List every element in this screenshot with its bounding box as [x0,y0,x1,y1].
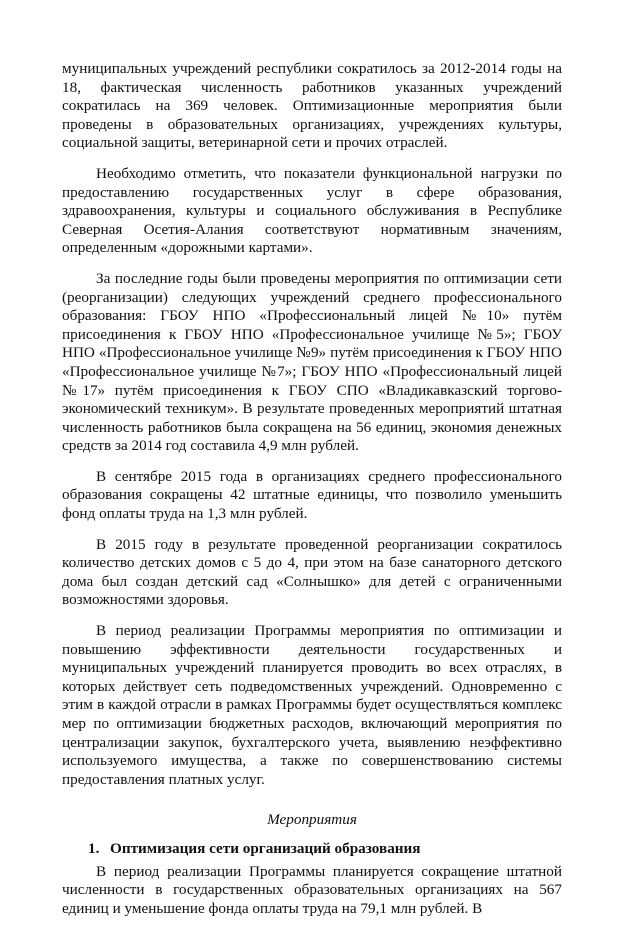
paragraph-september-2015: В сентябре 2015 года в организациях среднего профессионального образования сокращены 42 штатные единицы, что позволило уменьшить фонд оплаты труда на 1,3 млн рублей. [62,467,562,523]
paragraph-continuation: муниципальных учреждений республики сократилось за 2012-2014 годы на 18, фактическая численность работников указанных учреждений сократилась на 369 человек. Оптимизационные мероприятия были проведены в образовательных организациях, учреждениях культуры, социальной защиты, ветеринарной сети и прочих отраслей. [62,60,562,152]
section-heading [62,840,562,859]
section-number: 1. [88,839,100,857]
section-subtitle: Мероприятия [267,811,357,829]
paragraph-staff-reduction: В период реализации Программы планируется сокращение штатной численности в государственных образовательных организациях на 567 единиц и уменьшение фонда оплаты труда на 79,1 млн рублей. В [62,862,562,917]
paragraph-program-measures: В период реализации Программы мероприятия по оптимизации и повышению эффективности деятельности государственных и муниципальных учреждений планируется проводить во всех отраслях, в которых действует сеть подведомственных учреждений. Одновременно с этим в каждой отрасли в рамках Программы будет осуществляться комплекс мер по оптимизации бюджетных расходов, включающий мероприятия по централизации закупок, бухгалтерского учета, выявлению неэффективно используемого имущества, а также по совершенствованию системы предоставления платных услуг. [62,622,562,788]
section-title: Оптимизация сети организаций образования [110,839,421,857]
paragraph-functional-load: Необходимо отметить, что показатели функциональной нагрузки по предоставлению государственных услуг в сфере образования, здравоохранения, культуры и социального обслуживания в Республике Северная Осетия-Алания соответствуют нормативным значениям, определенным «дорожными картами». [62,164,562,257]
document-body [62,60,562,930]
paragraph-network-optimization: За последние годы были проведены мероприятия по оптимизации сети (реорганизации) следующих учреждений среднего профессионального образования: ГБОУ НПО «Профессиональный лицей №10» путём присоединения к ГБОУ НПО «Профессиональное училище №5»; ГБОУ НПО «Профессиональное училище №9» путём присоединения к ГБОУ НПО «Профессиональное училище №7»; ГБОУ НПО «Профессиональный лицей №17» путём присоединения к ГБОУ СПО «Владикавказский торгово-экономический техникум». В результате проведенных мероприятий штатная численность работников была сокращена на 56 единиц, экономия денежных средств за 2014 год составила 4,9 млн рублей. [62,269,562,455]
paragraph-orphanages: В 2015 году в результате проведенной реорганизации сократилось количество детских домов с 5 до 4, при этом на базе санаторного детского дома был создан детский сад «Солнышко» для детей с ограниченными возможностями здоровья. [62,535,562,609]
